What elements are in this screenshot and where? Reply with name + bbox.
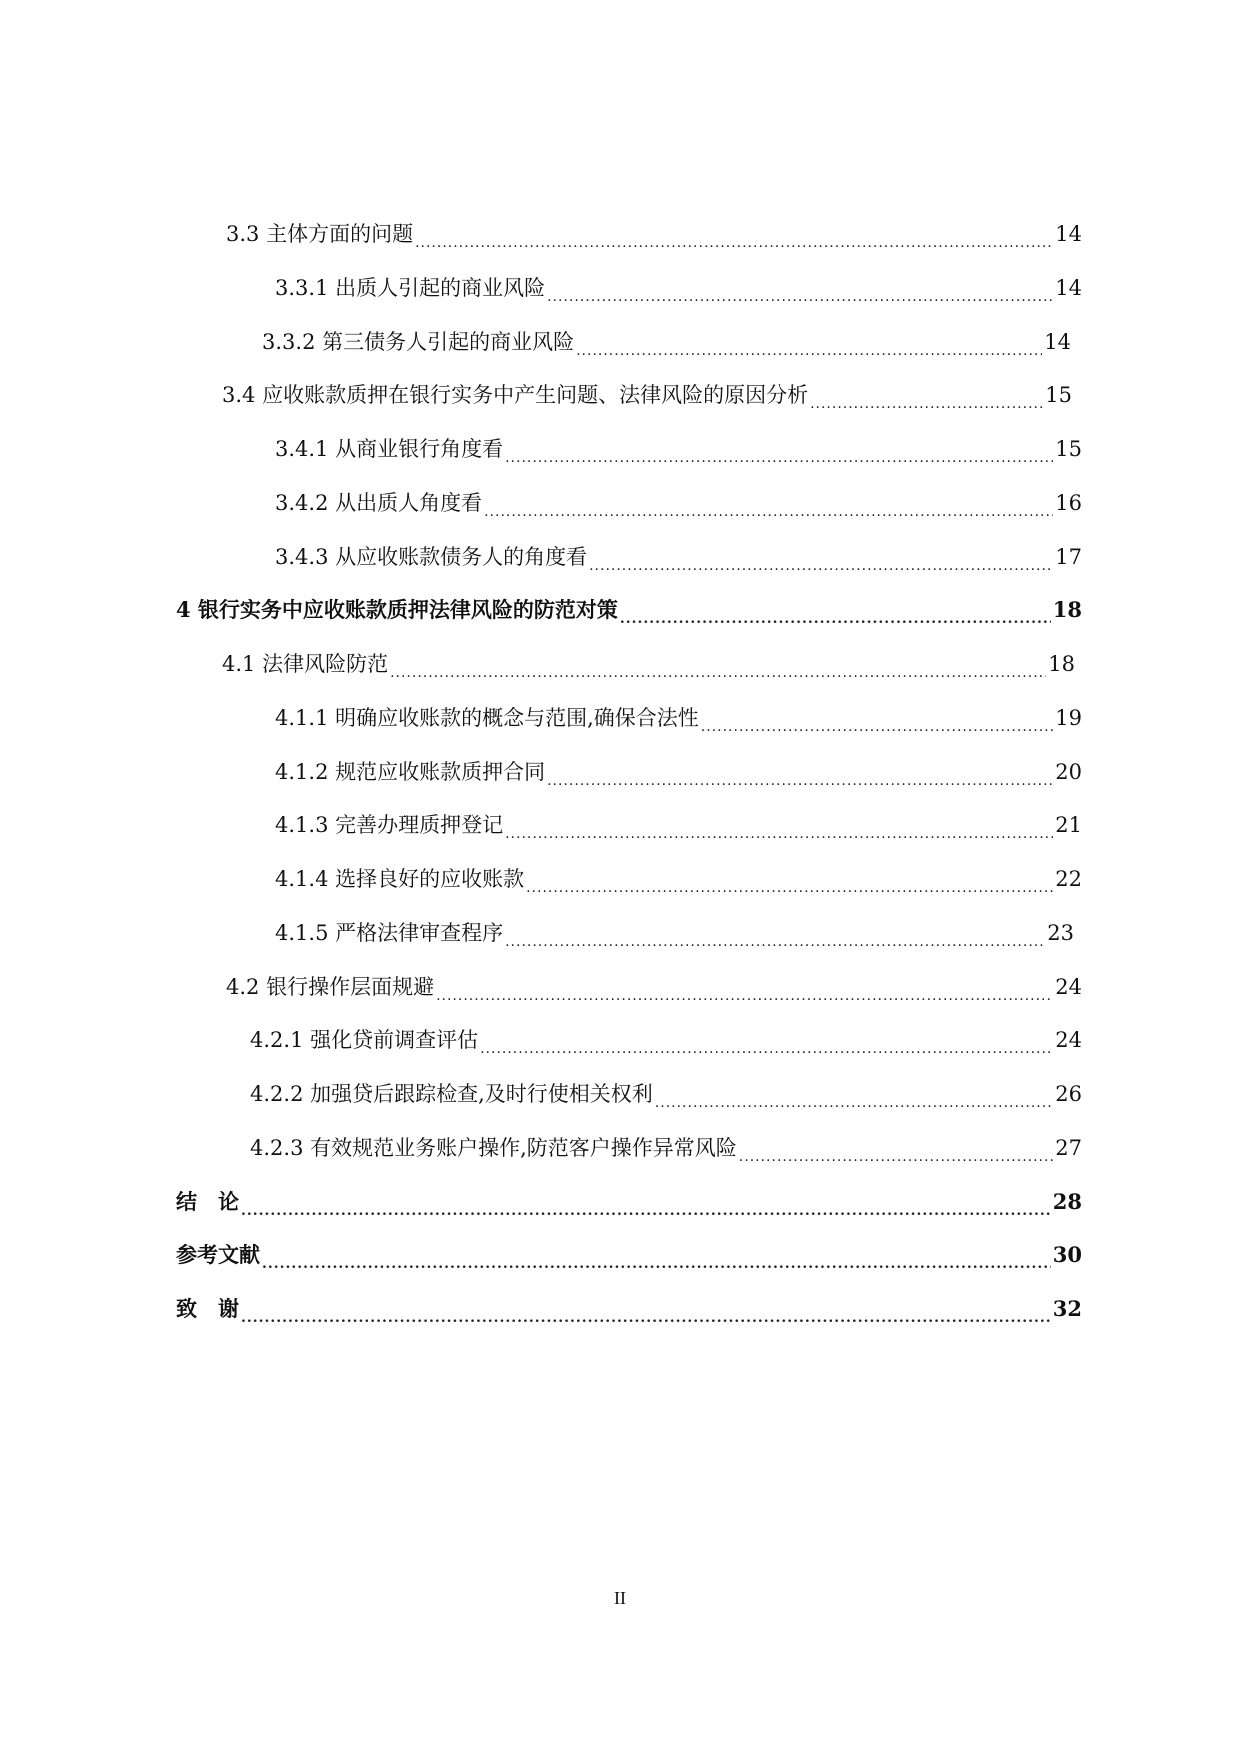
toc-entry-references[interactable] — [176, 1235, 1082, 1275]
toc-entry-4-1-1[interactable] — [275, 698, 1082, 738]
toc-entry-page: 19 — [1055, 706, 1082, 730]
toc-entry-label: 3.4.2 从出质人角度看 — [275, 491, 483, 515]
toc-entry-page: 23 — [1047, 921, 1074, 945]
toc-entry-page: 14 — [1044, 330, 1071, 354]
toc-entry-label: 4.1 法律风险防范 — [222, 652, 389, 676]
toc-entry-label: 4 银行实务中应收账款质押法律风险的防范对策 — [176, 597, 618, 622]
toc-entry-4-1-2[interactable] — [275, 752, 1082, 792]
toc-entry-label: 3.3.2 第三债务人引起的商业风险 — [262, 330, 575, 354]
toc-entry-page: 26 — [1055, 1082, 1082, 1106]
toc-leader-dots — [480, 1020, 1053, 1060]
toc-entry-3-4-2[interactable] — [275, 483, 1082, 523]
toc-entry-label: 参考文献 — [176, 1242, 260, 1267]
toc-leader-dots — [655, 1074, 1053, 1114]
toc-entry-4-2-2[interactable] — [250, 1074, 1082, 1114]
toc-entry-3-3[interactable] — [226, 214, 1082, 254]
toc-entry-page: 18 — [1052, 597, 1082, 622]
toc-entry-page: 21 — [1055, 813, 1082, 837]
toc-entry-label: 4.1.1 明确应收账款的概念与范围,确保合法性 — [275, 706, 699, 730]
toc-entry-label: 结 论 — [176, 1189, 239, 1214]
toc-entry-label: 4.1.5 严格法律审查程序 — [275, 921, 504, 945]
toc-entry-page: 32 — [1052, 1296, 1082, 1321]
toc-entry-label: 4.2.3 有效规范业务账户操作,防范客户操作异常风险 — [250, 1136, 737, 1160]
toc-leader-dots — [620, 590, 1051, 630]
toc-leader-dots — [589, 537, 1053, 577]
toc-entry-page: 24 — [1055, 975, 1082, 999]
toc-leader-dots — [505, 429, 1053, 469]
toc-entry-page: 18 — [1048, 652, 1075, 676]
toc-leader-dots — [547, 752, 1053, 792]
toc-leader-dots — [810, 375, 1043, 415]
toc-entry-page: 14 — [1055, 222, 1082, 246]
toc-leader-dots — [390, 644, 1046, 684]
toc-leader-dots — [576, 322, 1042, 362]
toc-leader-dots — [436, 967, 1053, 1007]
toc-entry-4-1-5[interactable] — [275, 913, 1074, 953]
toc-entry-label: 4.1.3 完善办理质押登记 — [275, 813, 504, 837]
toc-entry-page: 24 — [1055, 1028, 1082, 1052]
toc-entry-page: 27 — [1055, 1136, 1082, 1160]
toc-leader-dots — [262, 1235, 1051, 1275]
toc-entry-label: 4.1.2 规范应收账款质押合同 — [275, 760, 546, 784]
toc-entry-4-1[interactable] — [222, 644, 1075, 684]
toc-entry-conclusion[interactable] — [176, 1182, 1082, 1222]
toc-entry-page: 20 — [1055, 760, 1082, 784]
toc-leader-dots — [241, 1289, 1051, 1329]
toc-entry-label: 4.1.4 选择良好的应收账款 — [275, 867, 525, 891]
toc-entry-3-4-3[interactable] — [275, 537, 1082, 577]
toc-entry-page: 16 — [1055, 491, 1082, 515]
toc-leader-dots — [739, 1128, 1053, 1168]
toc-leader-dots — [547, 268, 1053, 308]
toc-entry-4-2[interactable] — [226, 967, 1082, 1007]
toc-entry-acknowledgements[interactable] — [176, 1289, 1082, 1329]
toc-leader-dots — [241, 1182, 1051, 1222]
toc-entry-page: 15 — [1045, 383, 1072, 407]
toc-entry-chapter-4[interactable] — [176, 590, 1082, 630]
toc-entry-3-3-1[interactable] — [275, 268, 1082, 308]
toc-entry-label: 致 谢 — [176, 1296, 239, 1321]
toc-entry-label: 3.3.1 出质人引起的商业风险 — [275, 276, 546, 300]
toc-entry-page: 28 — [1052, 1189, 1082, 1214]
toc-entry-3-4[interactable] — [222, 375, 1072, 415]
toc-entry-label: 3.4.3 从应收账款债务人的角度看 — [275, 545, 588, 569]
toc-entry-3-4-1[interactable] — [275, 429, 1082, 469]
toc-entry-label: 3.4 应收账款质押在银行实务中产生问题、法律风险的原因分析 — [222, 383, 809, 407]
toc-entry-4-1-3[interactable] — [275, 805, 1082, 845]
toc-entry-page: 22 — [1055, 867, 1082, 891]
toc-entry-3-3-2[interactable] — [262, 322, 1071, 362]
toc-entry-page: 14 — [1055, 276, 1082, 300]
toc-leader-dots — [701, 698, 1053, 738]
toc-leader-dots — [526, 859, 1053, 899]
toc-leader-dots — [505, 913, 1045, 953]
toc-entry-label: 3.4.1 从商业银行角度看 — [275, 437, 504, 461]
toc-entry-label: 4.2 银行操作层面规避 — [226, 975, 435, 999]
toc-entry-4-1-4[interactable] — [275, 859, 1082, 899]
page-number-footer: II — [614, 1588, 626, 1608]
toc-entry-4-2-3[interactable] — [250, 1128, 1082, 1168]
toc-entry-label: 3.3 主体方面的问题 — [226, 222, 414, 246]
toc-entry-label: 4.2.1 强化贷前调查评估 — [250, 1028, 479, 1052]
toc-entry-page: 30 — [1052, 1242, 1082, 1267]
toc-entry-page: 17 — [1055, 545, 1082, 569]
toc-leader-dots — [505, 805, 1053, 845]
toc-leader-dots — [484, 483, 1053, 523]
toc-entry-page: 15 — [1055, 437, 1082, 461]
toc-leader-dots — [415, 214, 1053, 254]
toc-entry-label: 4.2.2 加强贷后跟踪检查,及时行使相关权利 — [250, 1082, 653, 1106]
toc-entry-4-2-1[interactable] — [250, 1020, 1082, 1060]
